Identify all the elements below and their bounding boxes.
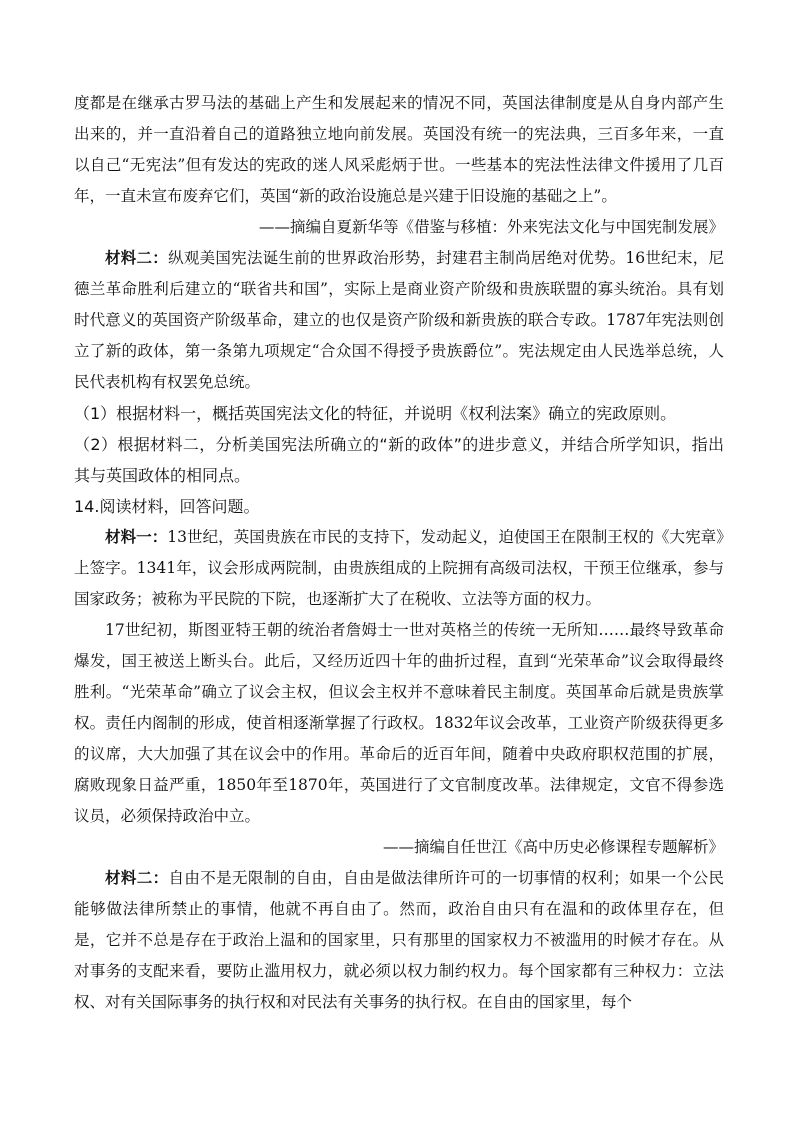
question-1: （1）根据材料一，概括英国宪法文化的特征，并说明《权利法案》确立的宪政原则。: [74, 404, 677, 423]
material2-paragraph: [74, 243, 724, 398]
q14-material1-text-1: 13世纪，英国贵族在市民的支持下，发动起义，迫使国王在限制王权的《大宪章》上签字。1341年，议会形成两院制，由贵族组成的上院拥有高级司法权，干预王位继承，参与国家政务；被称为平民院的下院，也逐渐扩大了在税收、立法等方面的权力。: [74, 528, 724, 608]
q14-material1-paragraph-2: 17世纪初，斯图亚特王朝的统治者詹姆士一世对英格兰的传统一无所知……最终导致革命爆发，国王被送上断头台。此后，又经历近四十年的曲折过程，直到“光荣革命”议会取得最终胜利。“光荣革命”确立了议会主权，但议会主权并不意味着民主制度。英国革命后就是贵族掌权。责任内阁制的形成，使首相逐渐掌握了行政权。1832年议会改革，工业资产阶级获得更多的议席，大大加强了其在议会中的作用。革命后的近百年间，随着中央政府职权范围的扩展，腐败现象日益严重，1850年至1870年，英国进行了文官制度改革。法律规定，文官不得参选议员，必须保持政治中立。: [74, 621, 724, 825]
material1-continuation: 度都是在继承古罗马法的基础上产生和发展起来的情况不同，英国法律制度是从自身内部产生出来的，并一直沿着自己的道路独立地向前发展。英国没有统一的宪法典，三百多年来，一直以自己“无宪法”但有发达的宪政的迷人风采彪炳于世。一些基本的宪法性法律文件援用了几百年，一直未宣布废弃它们，英国“新的政治设施总是兴建于旧设施的基础之上”。: [74, 94, 724, 205]
q14-material2-label: 材料二：: [105, 869, 169, 887]
q14-material1-label: 材料一：: [105, 528, 168, 546]
q14-material1-paragraph-1: [74, 522, 724, 615]
q14-material2-paragraph: [74, 863, 724, 1018]
question-2: （2）根据材料二，分析美国宪法所确立的“新的政体”的进步意义，并结合所学知识，指出其与英国政体的相同点。: [74, 435, 724, 485]
document-page: [74, 88, 724, 1018]
source-citation-1: ——摘编自夏新华等《借鉴与移植：外来宪法文化与中国宪制发展》: [258, 218, 724, 236]
q14-material2-text: 自由不是无限制的自由，自由是做法律所许可的一切事情的权利；如果一个公民能够做法律所禁止的事情，他就不再自由了。然而，政治自由只有在温和的政体里存在，但是，它并不总是存在于政治上温和的国家里，只有那里的国家权力不被滥用的时候才存在。从对事务的支配来看，要防止滥用权力，就必须以权力制约权力。每个国家都有三种权力：立法权、对有关国际事务的执行权和对民法有关事务的执行权。在自由的国家里，每个: [74, 869, 724, 1011]
material2-label: 材料二：: [105, 249, 169, 267]
question-14-title: 14.阅读材料，回答问题。: [74, 497, 260, 516]
q14-source-citation: ——摘编自任世江《高中历史必修课程专题解析》: [382, 838, 724, 856]
material2-text: 纵观美国宪法诞生前的世界政治形势，封建君主制尚居绝对优势。16世纪末，尼德兰革命胜利后建立的“联省共和国”，实际上是商业资产阶级和贵族联盟的寡头统治。具有划时代意义的英国资产阶级革命，建立的也仅是资产阶级和新贵族的联合专政。1787年宪法则创立了新的政体，第一条第九项规定“合众国不得授予贵族爵位”。宪法规定由人民选举总统，人民代表机构有权罢免总统。: [74, 249, 724, 391]
